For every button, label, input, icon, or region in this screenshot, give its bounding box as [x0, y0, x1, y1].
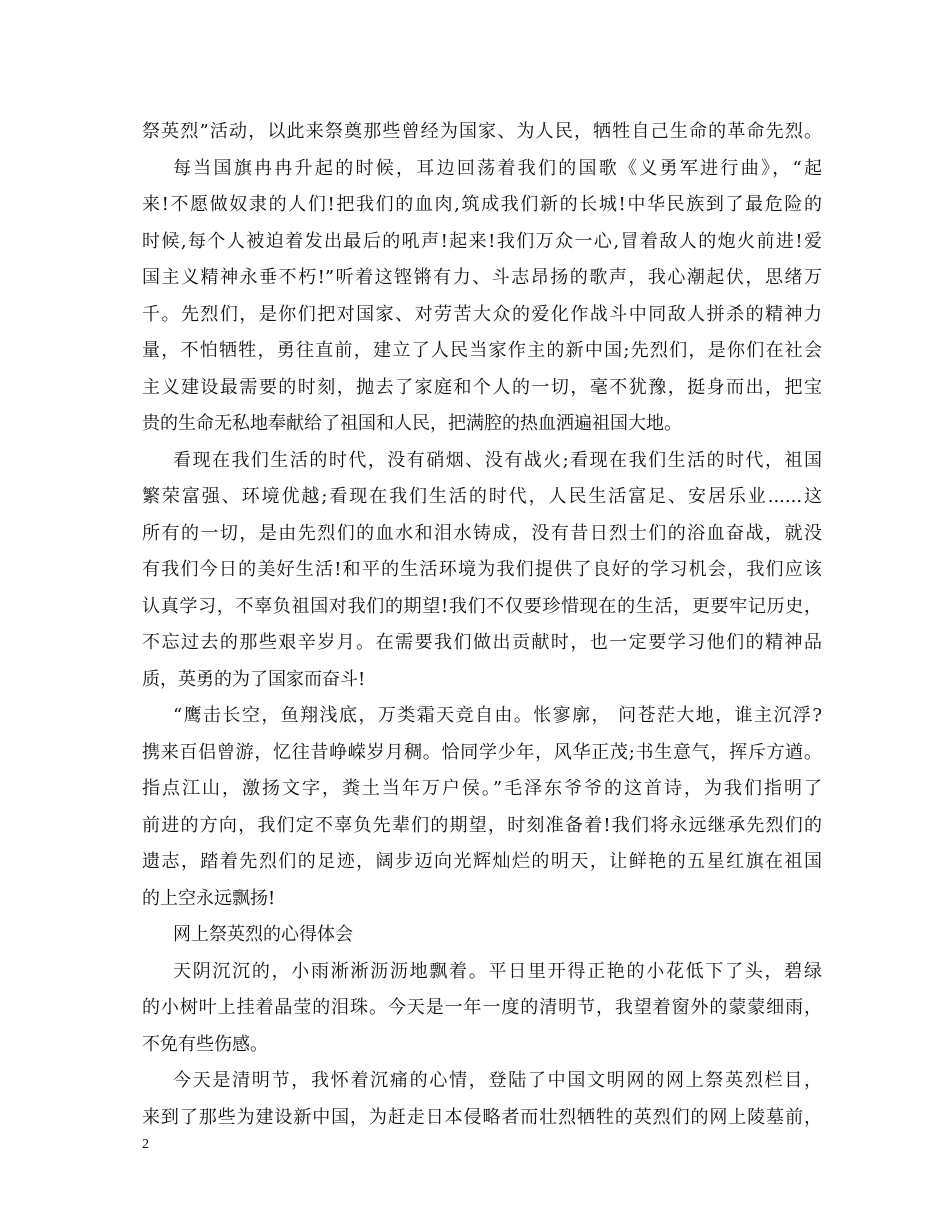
text-line: 不免有些伤感。: [142, 1033, 268, 1055]
text-line: 所有的一切，是由先烈们的血水和泪水铸成，没有昔日烈士们的浴血奋战，就没: [142, 522, 822, 544]
text-line: 繁荣富强、环境优越;看现在我们生活的时代，人民生活富足、安居乐业......这: [142, 486, 822, 507]
text-line: 的小树叶上挂着晶莹的泪珠。今天是一年一度的清明节，我望着窗外的蒙蒙细雨，: [142, 997, 822, 1018]
text-line: 来到了那些为建设新中国，为赶走日本侵略者而壮烈牺牲的英烈们的网上陵墓前，: [142, 1106, 822, 1128]
text-line: 的上空永远飘扬!: [142, 887, 276, 909]
text-line: 前进的方向，我们定不辜负先辈们的期望，时刻准备着!我们将永远继承先烈们的: [142, 814, 822, 836]
text-line: 千。先烈们，是你们把对国家、对劳苦大众的爱化作战斗中同敌人拼杀的精神力: [142, 303, 822, 325]
text-line: 主义建设最需要的时刻，抛去了家庭和个人的一切，毫不犹豫，挺身而出，把宝: [142, 376, 822, 398]
document-body: [142, 114, 822, 1136]
text-line: 有我们今日的美好生活!和平的生活环境为我们提供了良好的学习机会，我们应该: [142, 559, 822, 580]
text-line: 贵的生命无私地奉献给了祖国和人民，把满腔的热血洒遍祖国大地。: [142, 413, 682, 434]
page-number: 2: [142, 1137, 149, 1152]
text-line: 每当国旗冉冉升起的时候，耳边回荡着我们的国歌《义勇军进行曲》，“起: [173, 157, 822, 179]
text-line: 来!不愿做奴隶的人们!把我们的血肉,筑成我们新的长城!中华民族到了最危险的: [142, 194, 822, 215]
text-line: “鹰击长空，鱼翔浅底，万类霜天竞自由。怅寥廓， 问苍茫大地，谁主沉浮?: [173, 705, 822, 726]
text-line: 认真学习，不辜负祖国对我们的期望!我们不仅要珍惜现在的生活，更要牢记历史，: [142, 595, 822, 617]
text-line: 质，英勇的为了国家而奋斗!: [142, 668, 366, 690]
text-line: 天阴沉沉的，小雨淅淅沥沥地飘着。平日里开得正艳的小花低下了头，碧绿: [173, 960, 822, 982]
text-line: 携来百侣曾游，忆往昔峥嵘岁月稠。恰同学少年，风华正茂;书生意气，挥斥方遒。: [142, 741, 822, 763]
text-line: 指点江山，激扬文字，粪土当年万户侯。”毛泽东爷爷的这首诗，为我们指明了: [142, 778, 822, 799]
text-line: 网上祭英烈的心得体会: [173, 924, 353, 945]
text-line: 不忘过去的那些艰辛岁月。在需要我们做出贡献时，也一定要学习他们的精神品: [142, 632, 822, 653]
text-line: 国主义精神永垂不朽!”听着这铿锵有力、斗志昂扬的歌声，我心潮起伏，思绪万: [142, 267, 822, 288]
text-line: 遗志，踏着先烈们的足迹，阔步迈向光辉灿烂的明天，让鲜艳的五星红旗在祖国: [142, 851, 822, 872]
text-line: 量，不怕牺牲，勇往直前，建立了人民当家作主的新中国;先烈们，是你们在社会: [142, 340, 822, 361]
text-line: 时候,每个人被迫着发出最后的吼声!起来!我们万众一心,冒着敌人的炮火前进!爱: [142, 230, 822, 252]
text-line: 今天是清明节，我怀着沉痛的心情，登陆了中国文明网的网上祭英烈栏目，: [173, 1070, 822, 1091]
text-line: 祭英烈”活动，以此来祭奠那些曾经为国家、为人民，牺牲自己生命的革命先烈。: [142, 121, 822, 142]
text-line: 看现在我们生活的时代，没有硝烟、没有战火;看现在我们生活的时代，祖国: [173, 449, 822, 471]
